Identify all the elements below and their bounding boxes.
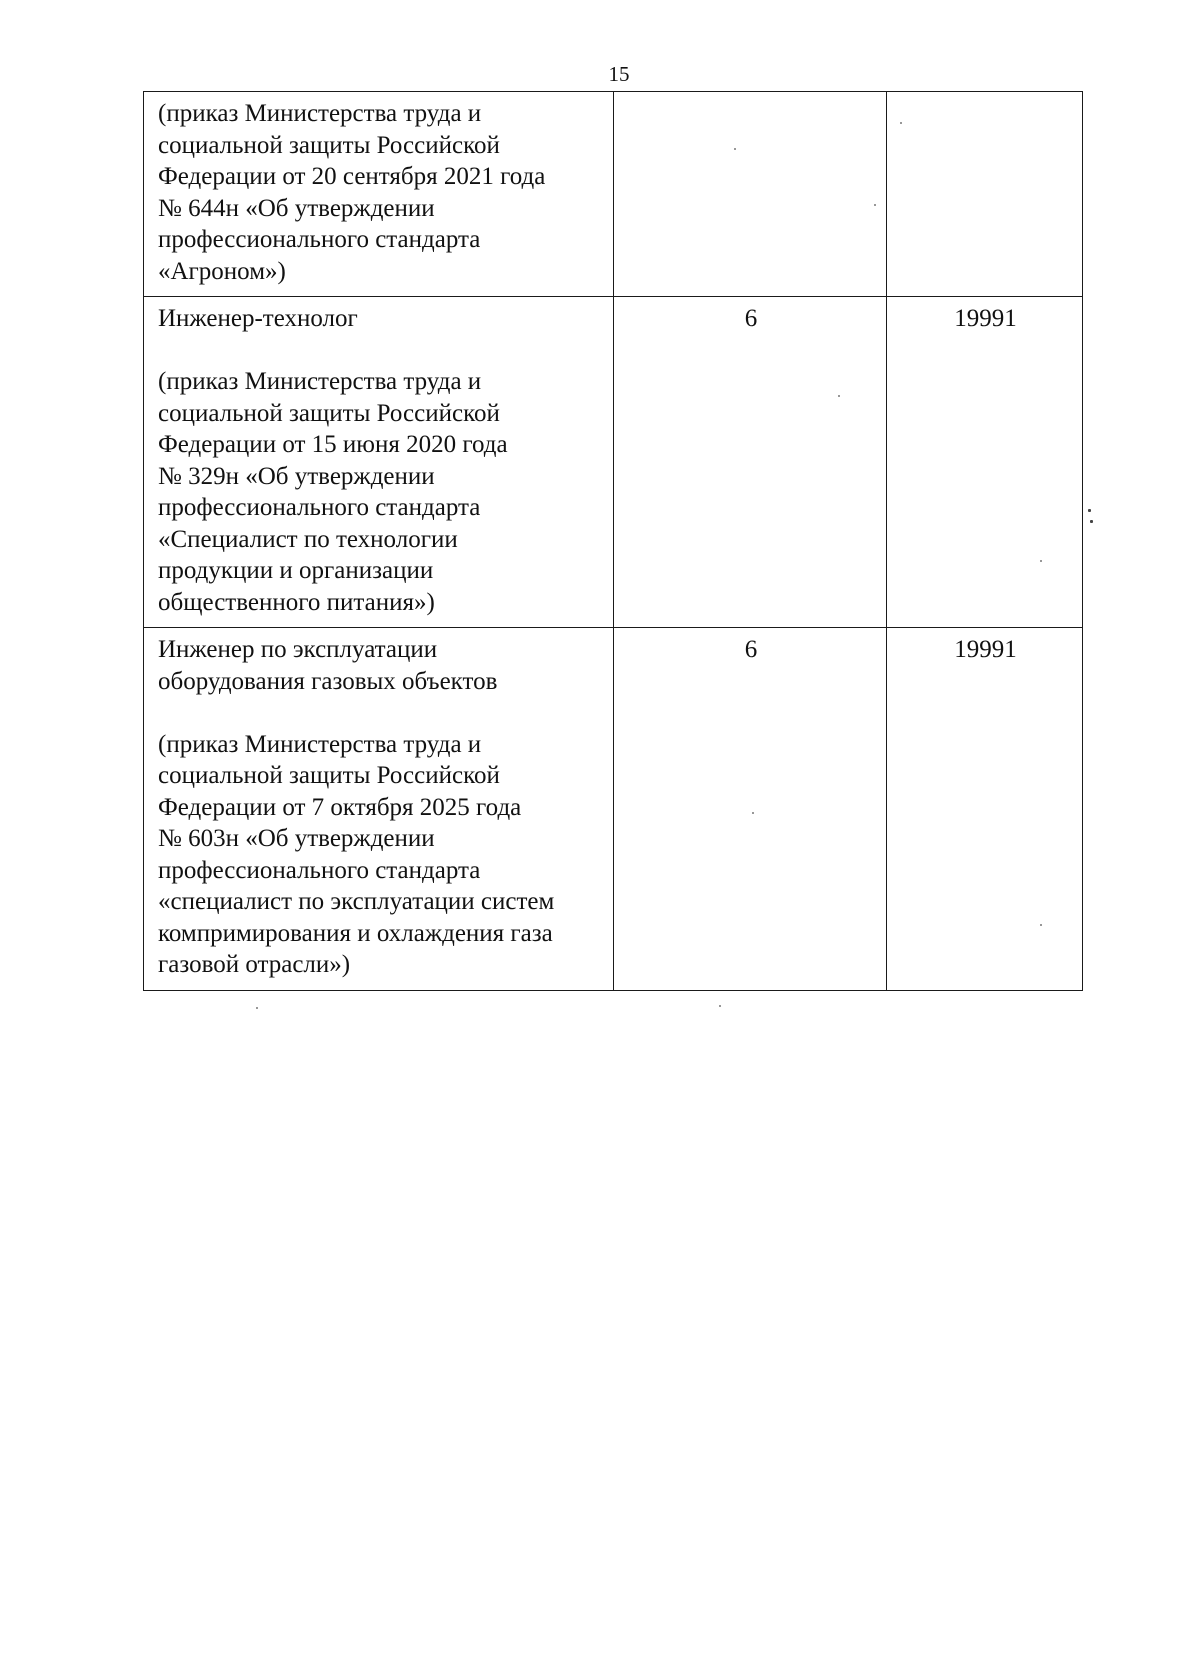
scan-speck [1040, 924, 1042, 926]
profession-code-cell: 19991 [887, 297, 1083, 628]
profession-cell [144, 92, 614, 297]
profession-title: Инженер по эксплуатации оборудования газовых объектов [158, 636, 498, 695]
table-row [144, 297, 1083, 628]
scan-speck [1090, 520, 1093, 523]
order-reference: (приказ Министерства труда и социальной защиты Российской Федерации от 7 октября 2025 года № 603н «Об утверждении профессионального стандарта «специалист по эксплуатации систем компримирования и охлаждения газа газовой отрасли») [158, 730, 555, 978]
profession-cell [144, 628, 614, 991]
scan-speck [1088, 509, 1091, 512]
profession-code-cell: 19991 [887, 628, 1083, 991]
scan-speck [734, 148, 736, 150]
scan-speck [719, 1005, 721, 1007]
qualification-level-cell: 6 [614, 628, 887, 991]
table-row [144, 92, 1083, 297]
scan-speck [900, 122, 902, 124]
table-row [144, 628, 1083, 991]
page-number: 15 [608, 62, 630, 86]
scan-speck [874, 204, 876, 206]
scan-speck [256, 1007, 258, 1009]
profession-code-cell [887, 92, 1083, 297]
order-reference: (приказ Министерства труда и социальной защиты Российской Федерации от 15 июня 2020 года № 329н «Об утверждении профессионального стандарта «Специалист по технологии продукции и организации общественного питания») [158, 368, 508, 616]
qualification-level-cell [614, 92, 887, 297]
order-reference: (приказ Министерства труда и социальной защиты Российской Федерации от 20 сентября 2021 года № 644н «Об утверждении профессионального стандарта «Агроном») [158, 100, 546, 285]
profession-title: Инженер-технолог [158, 305, 358, 332]
scan-speck [1040, 560, 1042, 562]
scan-speck [838, 395, 840, 397]
scan-speck [752, 812, 754, 814]
professions-table [143, 91, 1083, 991]
profession-cell [144, 297, 614, 628]
qualification-level-cell: 6 [614, 297, 887, 628]
